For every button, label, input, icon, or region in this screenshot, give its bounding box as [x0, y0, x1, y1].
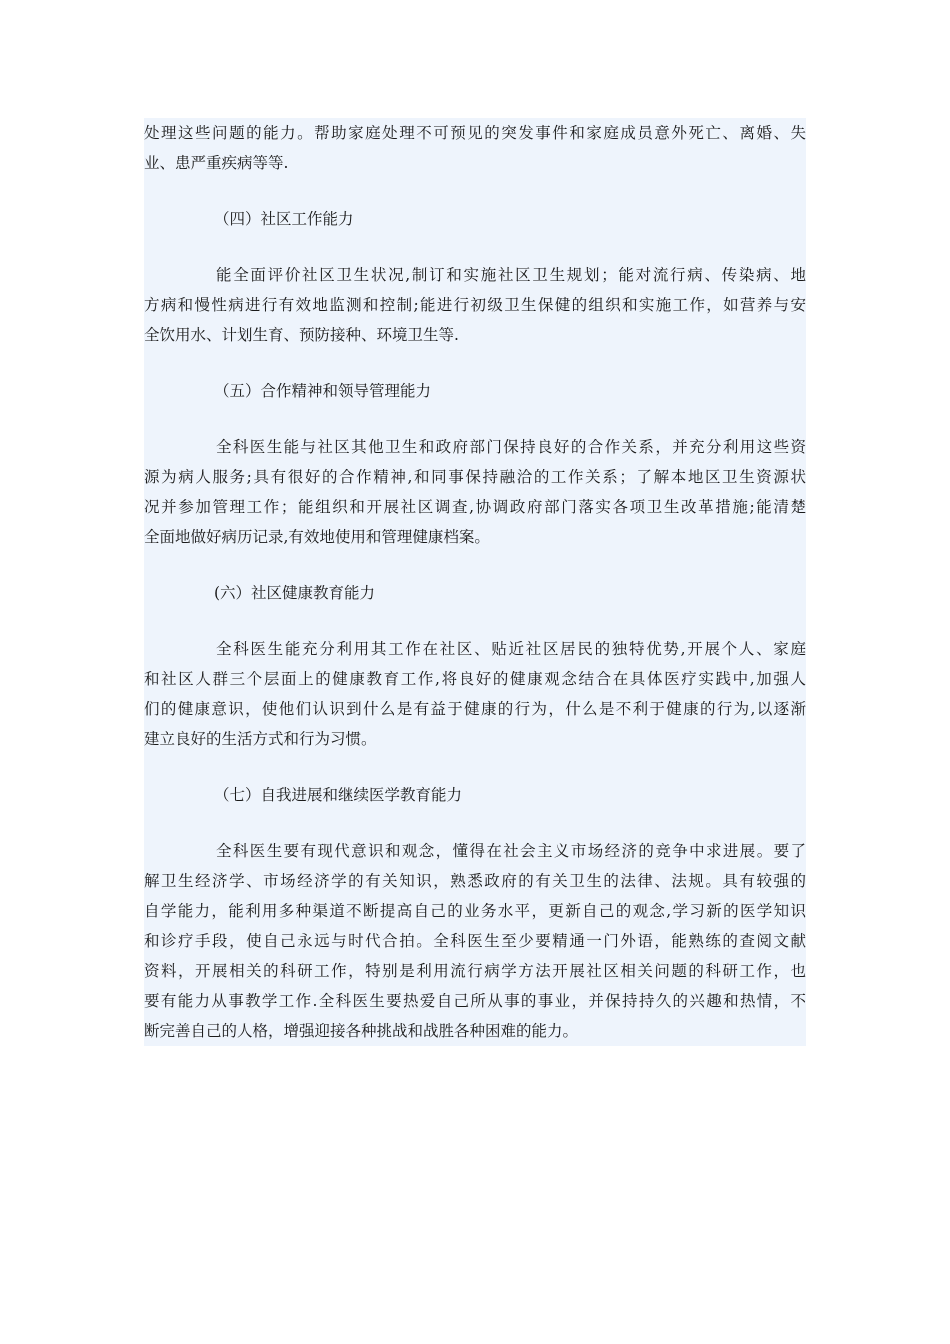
text-line: 解卫生经济学、市场经济学的有关知识，熟悉政府的有关卫生的法律、法规。具有较强的	[144, 872, 806, 890]
paragraph-family-crisis	[144, 118, 806, 178]
text-line: 建立良好的生活方式和行为习惯。	[144, 730, 377, 748]
text-line: 处理这些问题的能力。帮助家庭处理不可预见的突发事件和家庭成员意外死亡、离婚、失	[144, 124, 806, 142]
text-line: 断完善自己的人格，增强迎接各种挑战和战胜各种困难的能力。	[144, 1022, 579, 1040]
text-line: 全面地做好病历记录,有效地使用和管理健康档案。	[144, 528, 490, 546]
text-line: 况并参加管理工作；能组织和开展社区调查,协调政府部门落实各项卫生改革措施;能清楚	[144, 498, 806, 516]
paragraph-health-education	[144, 634, 806, 754]
text-line: 方病和慢性病进行有效地监测和控制;能进行初级卫生保健的组织和实施工作，如营养与安	[144, 296, 806, 314]
text-line: 自学能力，能利用多种渠道不断提高自己的业务水平，更新自己的观念,学习新的医学知识	[144, 902, 806, 920]
section-heading-self-development: （七）自我进展和继续医学教育能力	[214, 786, 463, 804]
text-line: 和诊疗手段，使自己永远与时代合拍。全科医生至少要精通一门外语，能熟练的查阅文献	[144, 932, 806, 950]
text-line: 全科医生能与社区其他卫生和政府部门保持良好的合作关系，并充分利用这些资	[216, 438, 806, 456]
section-heading-community-work: （四）社区工作能力	[214, 210, 354, 228]
section-heading-health-education: (六）社区健康教育能力	[214, 584, 376, 602]
paragraph-cooperation	[144, 432, 806, 552]
text-line: 业、患严重疾病等等.	[144, 154, 289, 172]
text-line: 们的健康意识，使他们认识到什么是有益于健康的行为，什么是不利于健康的行为,以逐渐	[144, 700, 806, 718]
text-line: 全科医生要有现代意识和观念，懂得在社会主义市场经济的竞争中求进展。要了	[216, 842, 806, 860]
document-body	[144, 118, 806, 1046]
text-line: 和社区人群三个层面上的健康教育工作,将良好的健康观念结合在具体医疗实践中,加强人	[144, 670, 806, 688]
paragraph-self-development	[144, 836, 806, 1046]
text-line: 能全面评价社区卫生状况,制订和实施社区卫生规划；能对流行病、传染病、地	[216, 266, 806, 284]
paragraph-community-work	[144, 260, 806, 350]
text-line: 资料，开展相关的科研工作，特别是利用流行病学方法开展社区相关问题的科研工作，也	[144, 962, 806, 980]
text-line: 全饮用水、计划生育、预防接种、环境卫生等.	[144, 326, 459, 344]
section-heading-cooperation: （五）合作精神和领导管理能力	[214, 382, 432, 400]
text-line: 源为病人服务;具有很好的合作精神,和同事保持融洽的工作关系；了解本地区卫生资源状	[144, 468, 806, 486]
text-line: 全科医生能充分利用其工作在社区、贴近社区居民的独特优势,开展个人、家庭	[216, 640, 806, 658]
text-line: 要有能力从事教学工作.全科医生要热爱自己所从事的事业，并保持持久的兴趣和热情，不	[144, 992, 806, 1010]
